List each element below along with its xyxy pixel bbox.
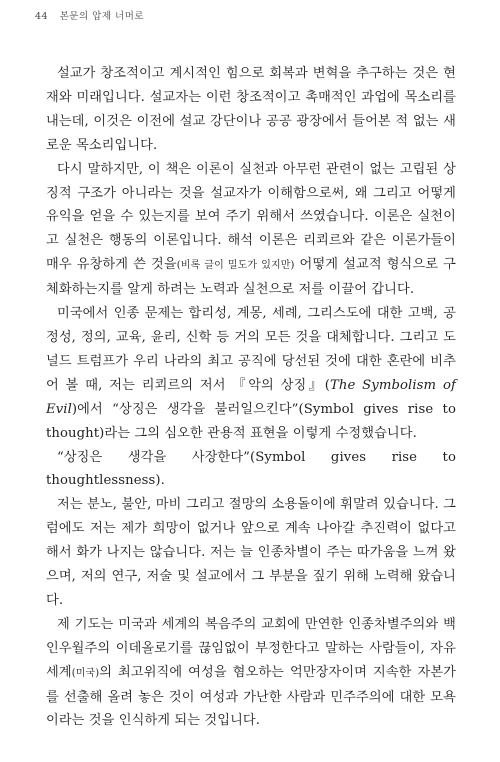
- paragraph-6-text-b: 의 최고위직에 여성을 혐오하는 억만장자이며 지속한 자본가를 선출해 올려 놓은 것이 여성과 가난한 사람과 민주주의에 대한 모욕이라는 것을 인식하게 되는 것입니다.: [46, 664, 456, 729]
- paragraph-5: [46, 493, 456, 613]
- paragraph-6: [46, 613, 456, 734]
- body-text: [46, 62, 456, 733]
- paragraph-2-text-b: 어떻게 설교적 형식으로 구체화하는지를 알게 하려는 노력과 실천으로 저를 이끌어 갑니다.: [46, 257, 456, 298]
- paragraph-2-text-a: 다시 말하지만, 이 책은 이론이 실천과 아무런 관련이 없는 고립된 상징적 구조가 아니라는 것을 설교자가 이해함으로써, 왜 그리고 어떻게 유익을 얻을 수 있는지를 보여 주기 위해서 쓰였습니다. 이론은 실천이고 실천은 행동의 이론입니다. 해석 이론은 리쾨르와 같은 이론가들이 매우 유창하게 쓴 것을: [46, 161, 456, 273]
- running-head: [35, 8, 144, 22]
- paragraph-3-text-b: )에서 “상징은 생각을 불러일으킨다”(Symbol gives rise to thought)라는 그의 심오한 관용적 표현을 이렇게 수정했습니다.: [46, 401, 456, 441]
- paragraph-3-text-a: 미국에서 인종 문제는 합리성, 계몽, 세례, 그리스도에 대한 고백, 공정성, 정의, 교육, 윤리, 신학 등 거의 모든 것을 대체합니다. 그리고 도널드 트럼프가 우리 나라의 최고 공직에 당선된 것에 대한 혼란에 비추어 볼 때, 저는 리쾨르의 저서 『악의 상징』(: [46, 306, 456, 393]
- page-number: 44: [35, 11, 49, 22]
- book-title-english: The Symbolism of Evil: [46, 377, 456, 417]
- paragraph-3: [46, 302, 456, 445]
- running-head-title: 본문의 압제 너머로: [59, 11, 145, 22]
- paragraph-6-text-a: 제 기도는 미국과 세계의 복음주의 교회에 만연한 인종차별주의와 백인우월주의 이데올로기를 끊임없이 부정한다고 말하는 사람들이, 자유세계: [46, 616, 456, 680]
- paragraph-2-aside: (비록 글이 밀도가 있지만): [176, 260, 295, 272]
- paragraph-1-text: 설교가 창조적이고 계시적인 힘으로 회복과 변혁을 추구하는 것은 현재와 미래입니다. 설교자는 이런 창조적이고 촉매적인 과업에 목소리를 내는데, 이것은 이전에 설교 강단이나 공공 광장에서 들어본 적 없는 새로운 목소리입니다.: [46, 66, 456, 153]
- paragraph-1: [46, 62, 456, 158]
- paragraph-4-quote: [46, 446, 456, 494]
- paragraph-6-aside: (미국): [71, 667, 100, 679]
- paragraph-2: [46, 158, 456, 302]
- paragraph-4-text: “상징은 생각을 사장한다”(Symbol gives rise to thoughtlessness).: [46, 449, 456, 489]
- paragraph-5-text: 저는 분노, 불안, 마비 그리고 절망의 소용돌이에 휘말려 있습니다. 그럼에도 저는 제가 희망이 없거나 앞으로 계속 나아갈 추진력이 없다고 해서 화가 나지는 않습니다. 저는 늘 인종차별이 주는 따가움을 느껴 왔으며, 저의 연구, 저술 및 설교에서 그 부분을 짚기 위해 노력해 왔습니다.: [46, 497, 456, 608]
